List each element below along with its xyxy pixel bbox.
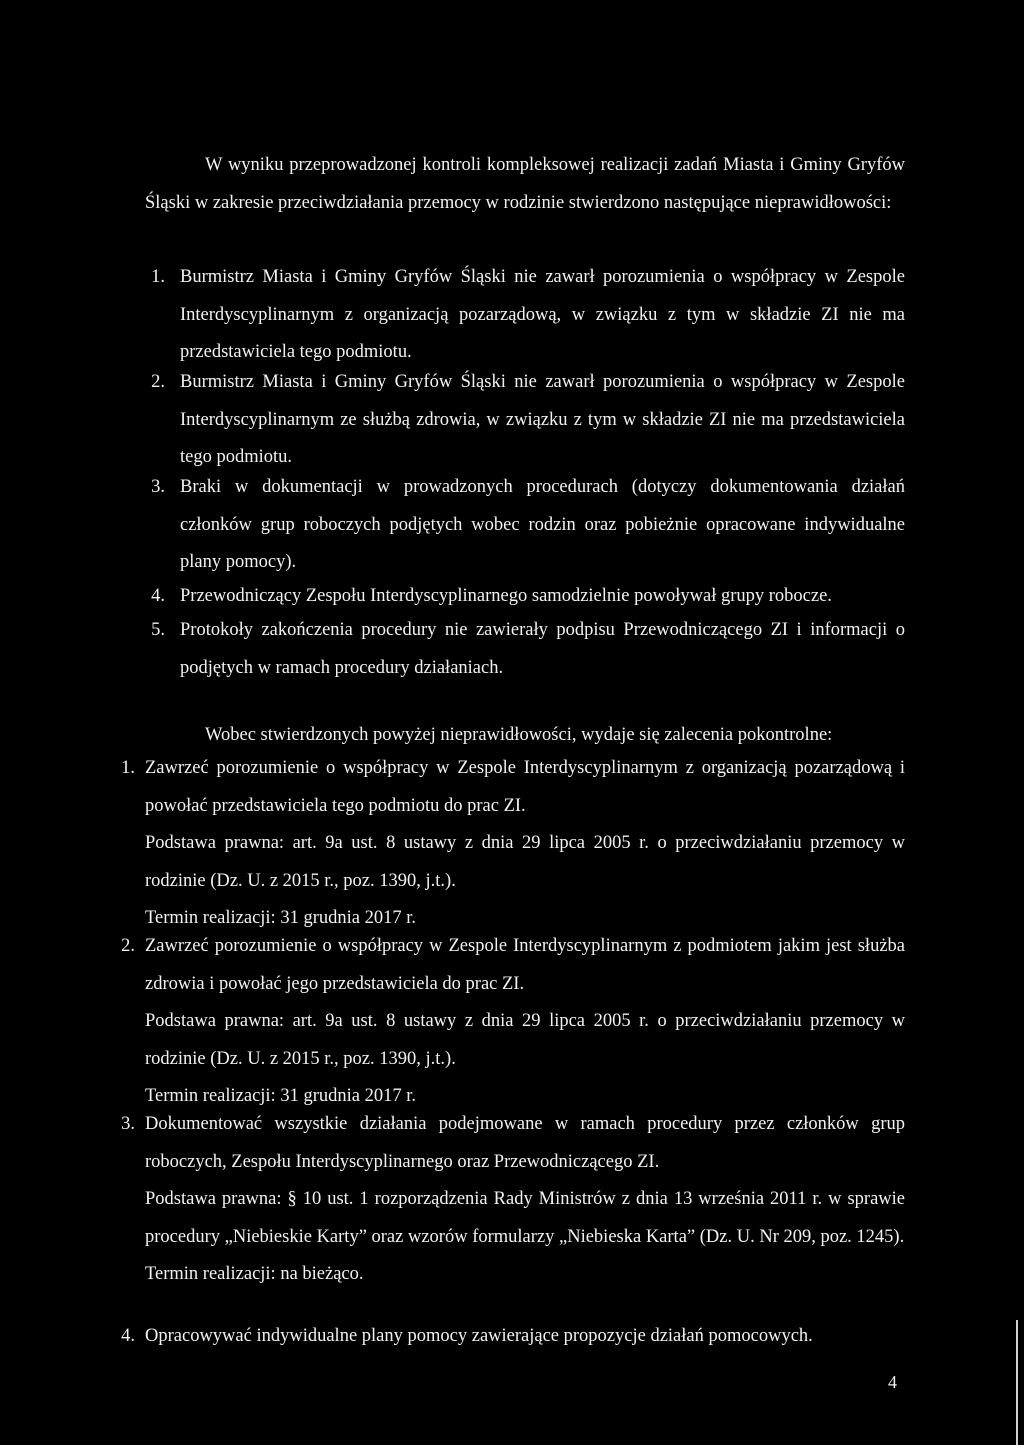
recommendation-item bbox=[121, 1318, 905, 1356]
intro-paragraph: W wyniku przeprowadzonej kontroli kompleksowej realizacji zadań Miasta i Gminy Gryfów Śląski w zakresie przeciwdziałania przemocy w rodzinie stwierdzono następujące nieprawidłowości: bbox=[145, 155, 905, 213]
recommendation-number: 2. bbox=[121, 936, 135, 956]
finding-text: Burmistrz Miasta i Gminy Gryfów Śląski nie zawarł porozumienia o współpracy w Zespole Interdyscyplinarnym ze służbą zdrowia, w związku z tym w składzie ZI nie ma przedstawiciela tego podmiotu. bbox=[180, 372, 905, 467]
finding-text: Braki w dokumentacji w prowadzonych procedurach (dotyczy dokumentowania działań członków grup roboczych podjętych wobec rodzin oraz pobieżnie opracowane indywidualne plany pomocy). bbox=[180, 477, 905, 572]
finding-text: Przewodniczący Zespołu Interdyscyplinarnego samodzielnie powoływał grupy robocze. bbox=[180, 586, 832, 606]
finding-item bbox=[151, 578, 905, 616]
finding-item bbox=[151, 469, 905, 582]
deadline: Termin realizacji: 31 grudnia 2017 r. bbox=[145, 1086, 416, 1106]
legal-basis: Podstawa prawna: § 10 ust. 1 rozporządzenia Rady Ministrów z dnia 13 września 2011 r. w sprawie procedury „Niebieskie Karty” oraz wzorów formularzy „Niebieska Karta” (Dz. U. Nr 209, poz. 1245). bbox=[145, 1189, 905, 1247]
recommendation-text: Opracowywać indywidualne plany pomocy zawierające propozycje działań pomocowych. bbox=[145, 1326, 813, 1346]
recommendation-item bbox=[121, 928, 905, 1116]
finding-item bbox=[151, 259, 905, 372]
recommendations-intro: Wobec stwierdzonych powyżej nieprawidłowości, wydaje się zalecenia pokontrolne: bbox=[205, 725, 833, 745]
legal-basis: Podstawa prawna: art. 9a ust. 8 ustawy z dnia 29 lipca 2005 r. o przeciwdziałaniu przemocy w rodzinie (Dz. U. z 2015 r., poz. 1390, j.t.). bbox=[145, 833, 905, 891]
finding-number: 3. bbox=[151, 477, 165, 497]
finding-number: 1. bbox=[151, 267, 165, 287]
recommendation-number: 1. bbox=[121, 758, 135, 778]
recommendation-text: Dokumentować wszystkie działania podejmowane w ramach procedury przez członków grup roboczych, Zespołu Interdyscyplinarnego oraz Przewodniczącego ZI. bbox=[145, 1114, 905, 1172]
recommendation-number: 3. bbox=[121, 1114, 135, 1134]
recommendation-item bbox=[121, 1106, 905, 1294]
recommendation-number: 4. bbox=[121, 1326, 135, 1346]
deadline: Termin realizacji: 31 grudnia 2017 r. bbox=[145, 908, 416, 928]
page-number: 4 bbox=[888, 1372, 897, 1392]
deadline: Termin realizacji: na bieżąco. bbox=[145, 1264, 364, 1284]
scan-edge-line bbox=[1016, 1320, 1018, 1445]
finding-number: 5. bbox=[151, 620, 165, 640]
finding-text: Protokoły zakończenia procedury nie zawierały podpisu Przewodniczącego ZI i informacji o podjętych w ramach procedury działaniach. bbox=[180, 620, 905, 678]
recommendation-text: Zawrzeć porozumienie o współpracy w Zespole Interdyscyplinarnym z podmiotem jakim jest służba zdrowia i powołać jego przedstawiciela do prac ZI. bbox=[145, 936, 905, 994]
legal-basis: Podstawa prawna: art. 9a ust. 8 ustawy z dnia 29 lipca 2005 r. o przeciwdziałaniu przemocy w rodzinie (Dz. U. z 2015 r., poz. 1390, j.t.). bbox=[145, 1011, 905, 1069]
finding-number: 4. bbox=[151, 586, 165, 606]
recommendation-item bbox=[121, 750, 905, 938]
finding-number: 2. bbox=[151, 372, 165, 392]
finding-text: Burmistrz Miasta i Gminy Gryfów Śląski nie zawarł porozumienia o współpracy w Zespole Interdyscyplinarnym z organizacją pozarządową, w związku z tym w składzie ZI nie ma przedstawiciela tego podmiotu. bbox=[180, 267, 905, 362]
finding-item bbox=[151, 364, 905, 477]
finding-item bbox=[151, 612, 905, 687]
recommendation-text: Zawrzeć porozumienie o współpracy w Zespole Interdyscyplinarnym z organizacją pozarządową i powołać przedstawiciela tego podmiotu do prac ZI. bbox=[145, 758, 905, 816]
